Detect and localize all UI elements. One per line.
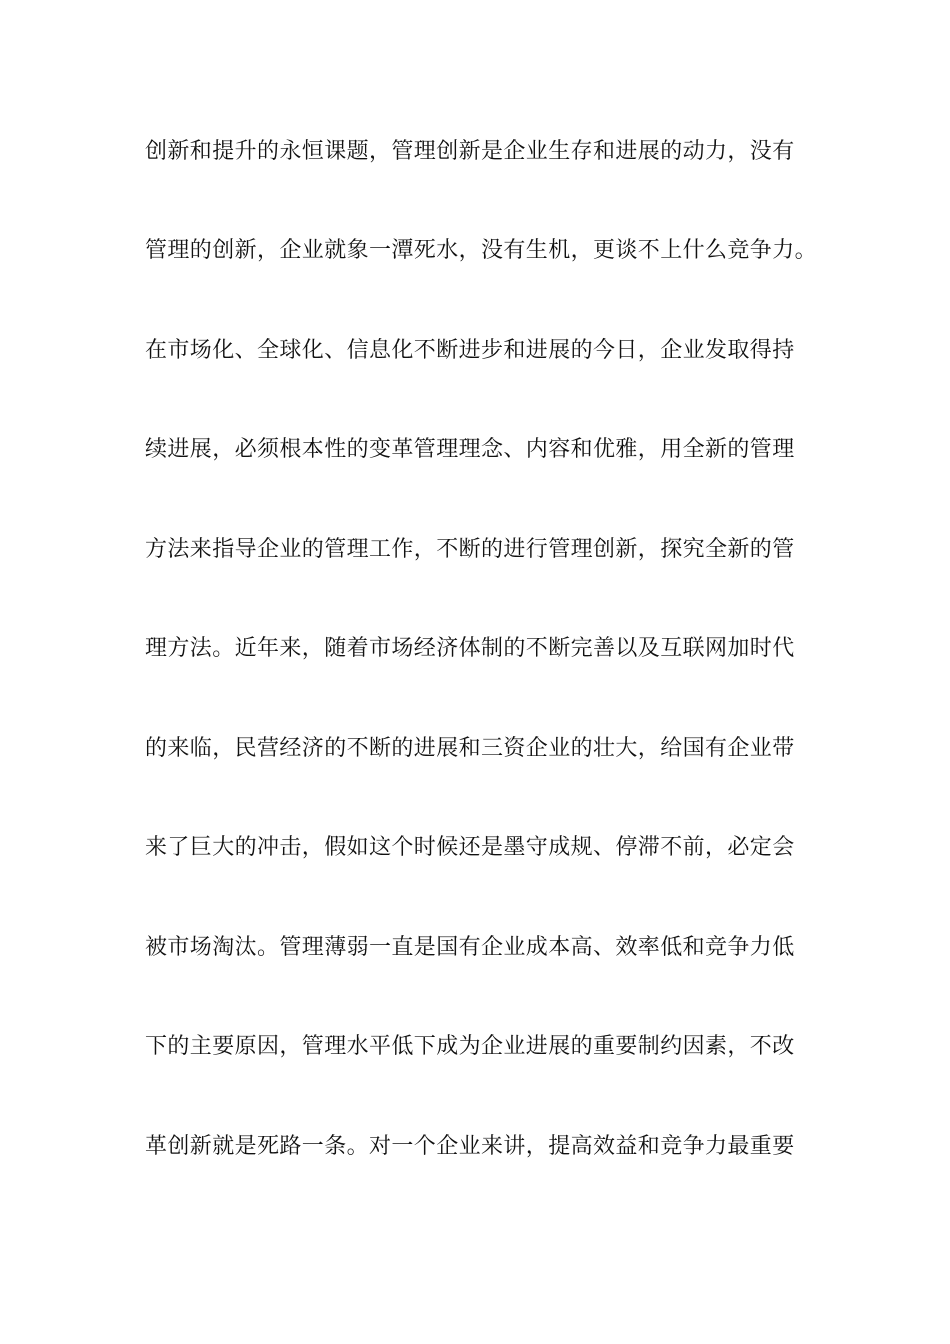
text-line: 来了巨大的冲击，假如这个时候还是墨守成规、停滞不前，必定会 bbox=[145, 835, 795, 860]
text-line: 下的主要原因，管理水平低下成为企业进展的重要制约因素，不改 bbox=[145, 1034, 795, 1059]
text-line: 理方法。近年来，随着市场经济体制的不断完善以及互联网加时代 bbox=[145, 636, 795, 661]
text-line: 方法来指导企业的管理工作，不断的进行管理创新，探究全新的管 bbox=[145, 537, 795, 562]
text-line: 续进展，必须根本性的变革管理理念、内容和优雅，用全新的管理 bbox=[145, 437, 795, 462]
text-line: 的来临，民营经济的不断的进展和三资企业的壮大，给国有企业带 bbox=[145, 736, 795, 761]
text-line: 管理的创新，企业就象一潭死水，没有生机，更谈不上什么竞争力。 bbox=[145, 238, 818, 263]
text-line: 革创新就是死路一条。对一个企业来讲，提高效益和竞争力最重要 bbox=[145, 1134, 795, 1159]
text-line: 创新和提升的永恒课题，管理创新是企业生存和进展的动力，没有 bbox=[145, 139, 795, 164]
text-line: 在市场化、全球化、信息化不断进步和进展的今日，企业发取得持 bbox=[145, 338, 795, 363]
text-line: 被市场淘汰。管理薄弱一直是国有企业成本高、效率低和竞争力低 bbox=[145, 935, 795, 960]
